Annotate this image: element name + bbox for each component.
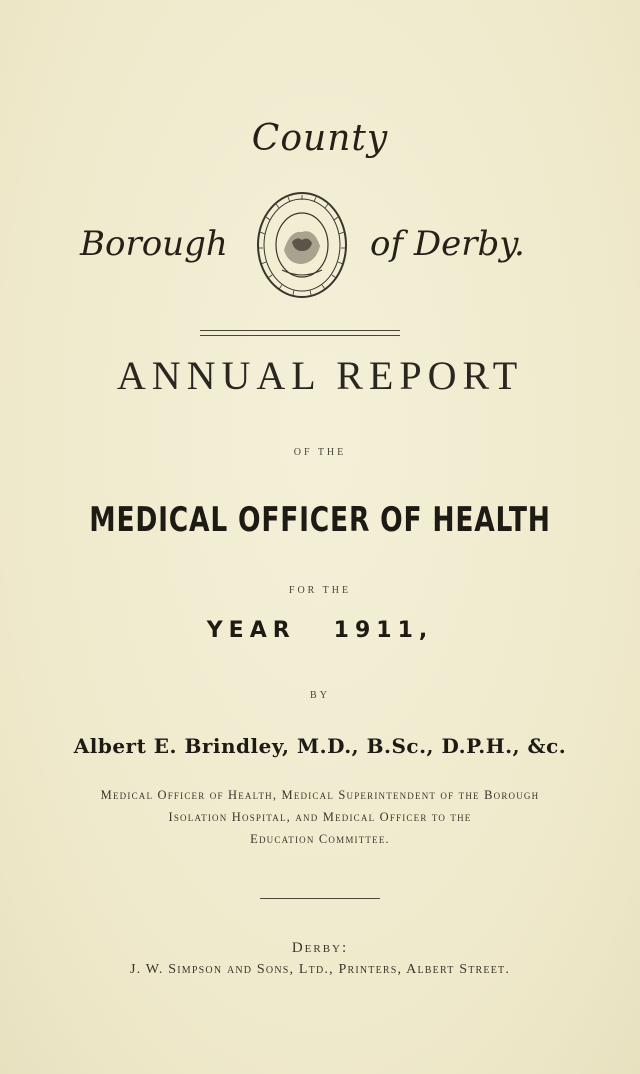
by-label: BY	[310, 690, 330, 701]
year-value: 1911,	[333, 618, 434, 643]
author-description-line-2: Isolation Hospital, and Medical Officer to the	[168, 810, 472, 824]
borough-seal-icon	[254, 190, 350, 300]
medical-officer-title: MEDICAL OFFICER OF HEALTH	[89, 500, 551, 540]
for-the-label: FOR THE	[288, 585, 352, 596]
imprint-place: Derby:	[291, 940, 349, 956]
imprint-printers: J. W. Simpson and Sons, Ltd., Printers, Albert Street.	[129, 962, 511, 977]
author-description-line-1: Medical Officer of Health, Medical Superintendent of the Borough	[100, 788, 540, 802]
of-derby-words: of Derby.	[370, 224, 525, 264]
borough-word: Borough	[80, 224, 228, 264]
year-line	[0, 618, 640, 643]
year-word: YEAR	[206, 618, 296, 643]
double-rule-divider	[200, 330, 400, 336]
of-the-label: OF THE	[293, 447, 347, 458]
author-description-line-3: Education Committee.	[250, 832, 390, 846]
author-name: Albert E. Brindley, M.D., B.Sc., D.P.H., &c.	[73, 734, 567, 758]
single-rule-divider	[260, 898, 380, 899]
borough-heading-row	[0, 190, 640, 300]
annual-report-title: ANNUAL REPORT	[116, 353, 524, 398]
county-heading: County	[251, 118, 389, 159]
